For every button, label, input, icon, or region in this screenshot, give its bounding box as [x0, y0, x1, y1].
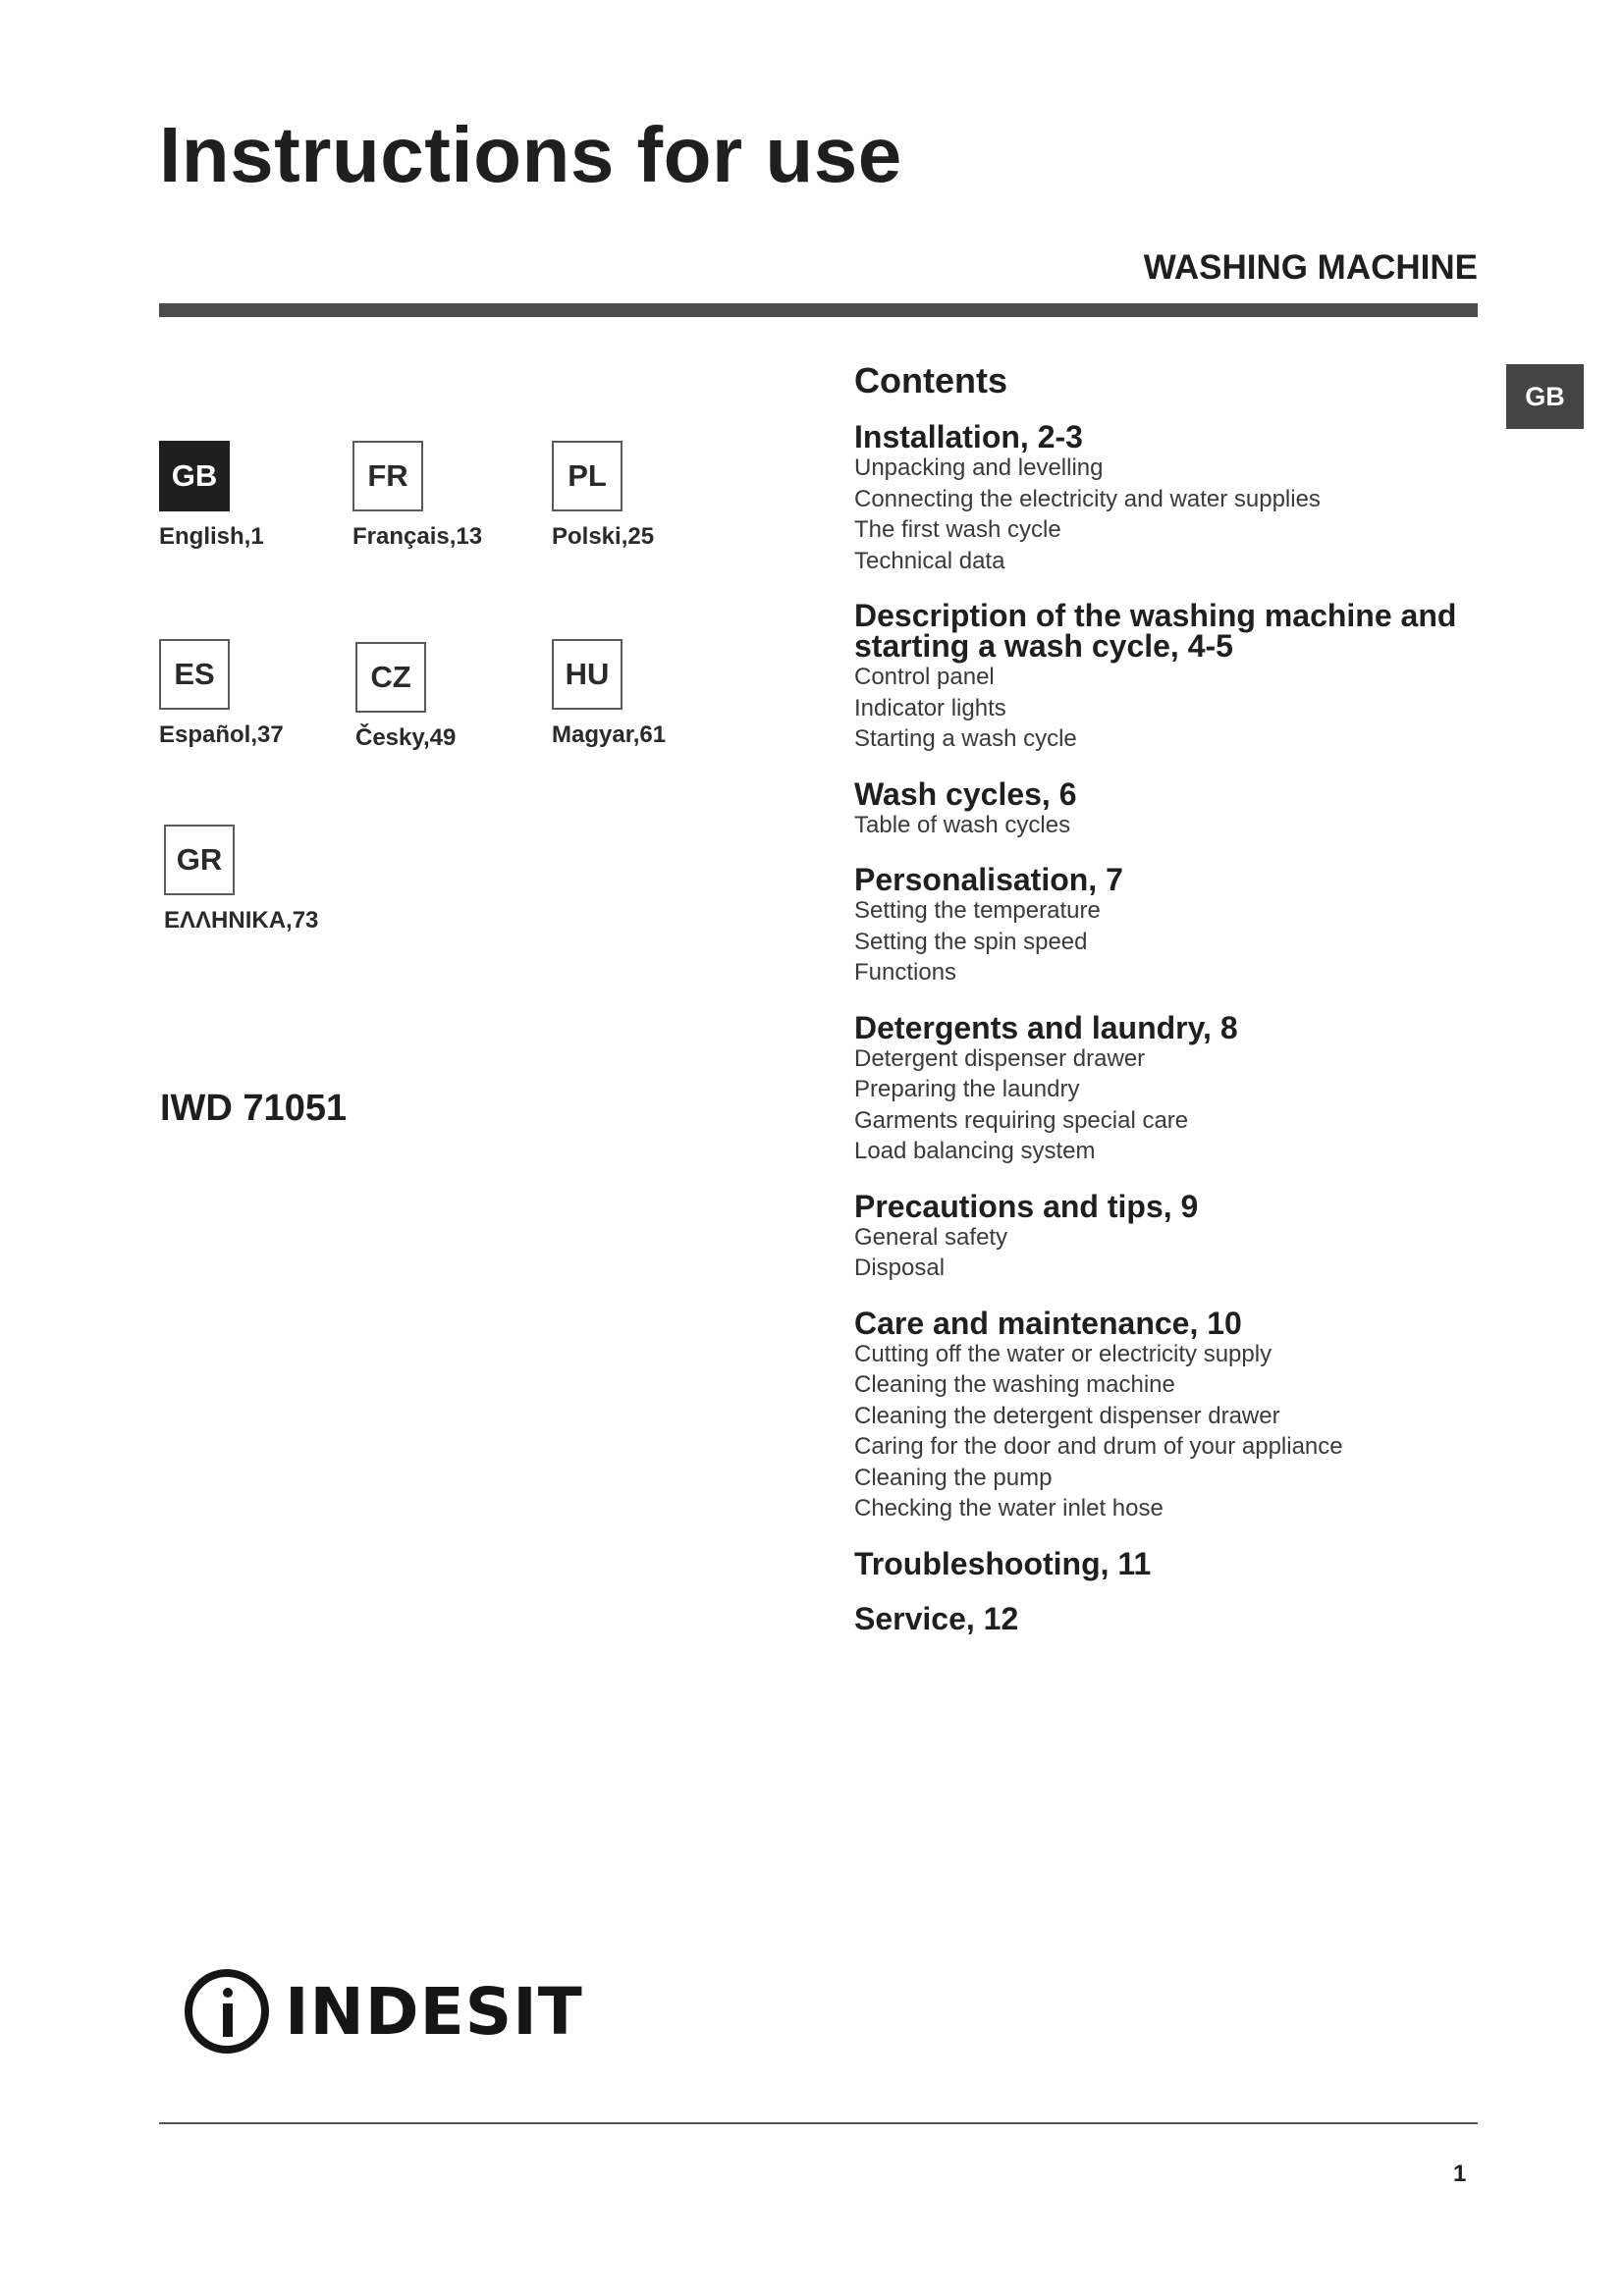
language-label: English,1 [159, 523, 264, 550]
toc-section [854, 1009, 1483, 1167]
language-label: Polski,25 [552, 523, 655, 550]
toc-item: Technical data [854, 547, 1005, 574]
toc-item: Starting a wash cycle [854, 725, 1077, 752]
toc-section [854, 1305, 1483, 1524]
toc-item: Load balancing system [854, 1138, 1096, 1164]
toc-item: Disposal [854, 1255, 946, 1281]
language-item-cz [355, 642, 456, 752]
toc-item: Cleaning the pump [854, 1464, 1053, 1491]
toc-item: Cutting off the water or electricity supply [854, 1340, 1272, 1367]
toc-item: Functions [854, 959, 957, 986]
toc-section-heading: Installation, 2-3 [854, 419, 1083, 454]
toc-item: The first wash cycle [854, 516, 1061, 543]
language-code-badge: PL [552, 441, 623, 511]
toc-section [854, 862, 1483, 988]
toc-section [854, 419, 1483, 576]
toc-item: Checking the water inlet hose [854, 1495, 1164, 1522]
language-code-badge: GB [159, 441, 230, 511]
toc-section-heading: Description of the washing machine and starting a wash cycle, 4-5 [854, 598, 1457, 664]
language-item-pl [552, 441, 654, 551]
page-number: 1 [1453, 2161, 1467, 2187]
language-label: Français,13 [352, 523, 483, 550]
language-item-gb [159, 441, 264, 551]
toc-section [854, 1545, 1483, 1581]
toc-section-heading: Wash cycles, 6 [854, 775, 1077, 812]
logo-wordmark: INDESIT [285, 1973, 583, 2050]
toc-item: Table of wash cycles [854, 811, 1071, 838]
document-title: Instructions for use [159, 111, 902, 198]
toc-section-heading: Troubleshooting, 11 [854, 1545, 1152, 1581]
toc-section-heading: Service, 12 [854, 1600, 1019, 1636]
toc-section [854, 1600, 1483, 1636]
toc-section-heading: Precautions and tips, 9 [854, 1188, 1199, 1224]
toc-item: Detergent dispenser drawer [854, 1044, 1146, 1072]
language-code-badge: HU [552, 639, 623, 710]
language-label: Magyar,61 [552, 721, 667, 748]
language-code-badge: GR [164, 825, 235, 895]
toc-item: Setting the spin speed [854, 928, 1088, 955]
contents-title: Contents [854, 360, 1007, 400]
toc-item: Connecting the electricity and water supplies [854, 485, 1321, 512]
toc-item: Cleaning the detergent dispenser drawer [854, 1402, 1280, 1429]
language-code-badge: FR [352, 441, 423, 511]
toc-item: Indicator lights [854, 694, 1006, 721]
toc-section [854, 598, 1483, 755]
toc-item: Unpacking and levelling [854, 454, 1104, 481]
toc-item: Cleaning the washing machine [854, 1371, 1175, 1398]
footer-divider [159, 2122, 1478, 2124]
language-code-badge: ES [159, 639, 230, 710]
toc-item: Preparing the laundry [854, 1076, 1080, 1102]
language-label: Español,37 [159, 721, 284, 748]
language-code-badge: CZ [355, 642, 426, 713]
toc-item: Control panel [854, 664, 995, 690]
header-divider [159, 303, 1478, 317]
document-subtitle: WASHING MACHINE [1143, 248, 1478, 287]
toc-item: Setting the temperature [854, 897, 1101, 924]
language-side-tab: GB [1506, 364, 1584, 429]
table-of-contents [854, 419, 1483, 1659]
toc-section [854, 1188, 1483, 1284]
indesit-logo [185, 1969, 583, 2054]
toc-section-heading: Detergents and laundry, 8 [854, 1009, 1238, 1045]
model-number: IWD 71051 [160, 1088, 348, 1129]
info-i-icon [185, 1969, 269, 2054]
language-label: Česky,49 [355, 724, 457, 751]
language-label: ΕΛΛΗΝΙΚΑ,73 [164, 907, 319, 934]
language-item-es [159, 639, 284, 749]
toc-section-heading: Care and maintenance, 10 [854, 1305, 1242, 1341]
toc-section-heading: Personalisation, 7 [854, 862, 1123, 897]
toc-section [854, 775, 1483, 841]
language-item-hu [552, 639, 666, 749]
language-item-gr [164, 825, 318, 934]
language-item-fr [352, 441, 482, 551]
toc-item: Caring for the door and drum of your appliance [854, 1433, 1343, 1460]
toc-item: General safety [854, 1223, 1008, 1251]
toc-item: Garments requiring special care [854, 1106, 1189, 1134]
